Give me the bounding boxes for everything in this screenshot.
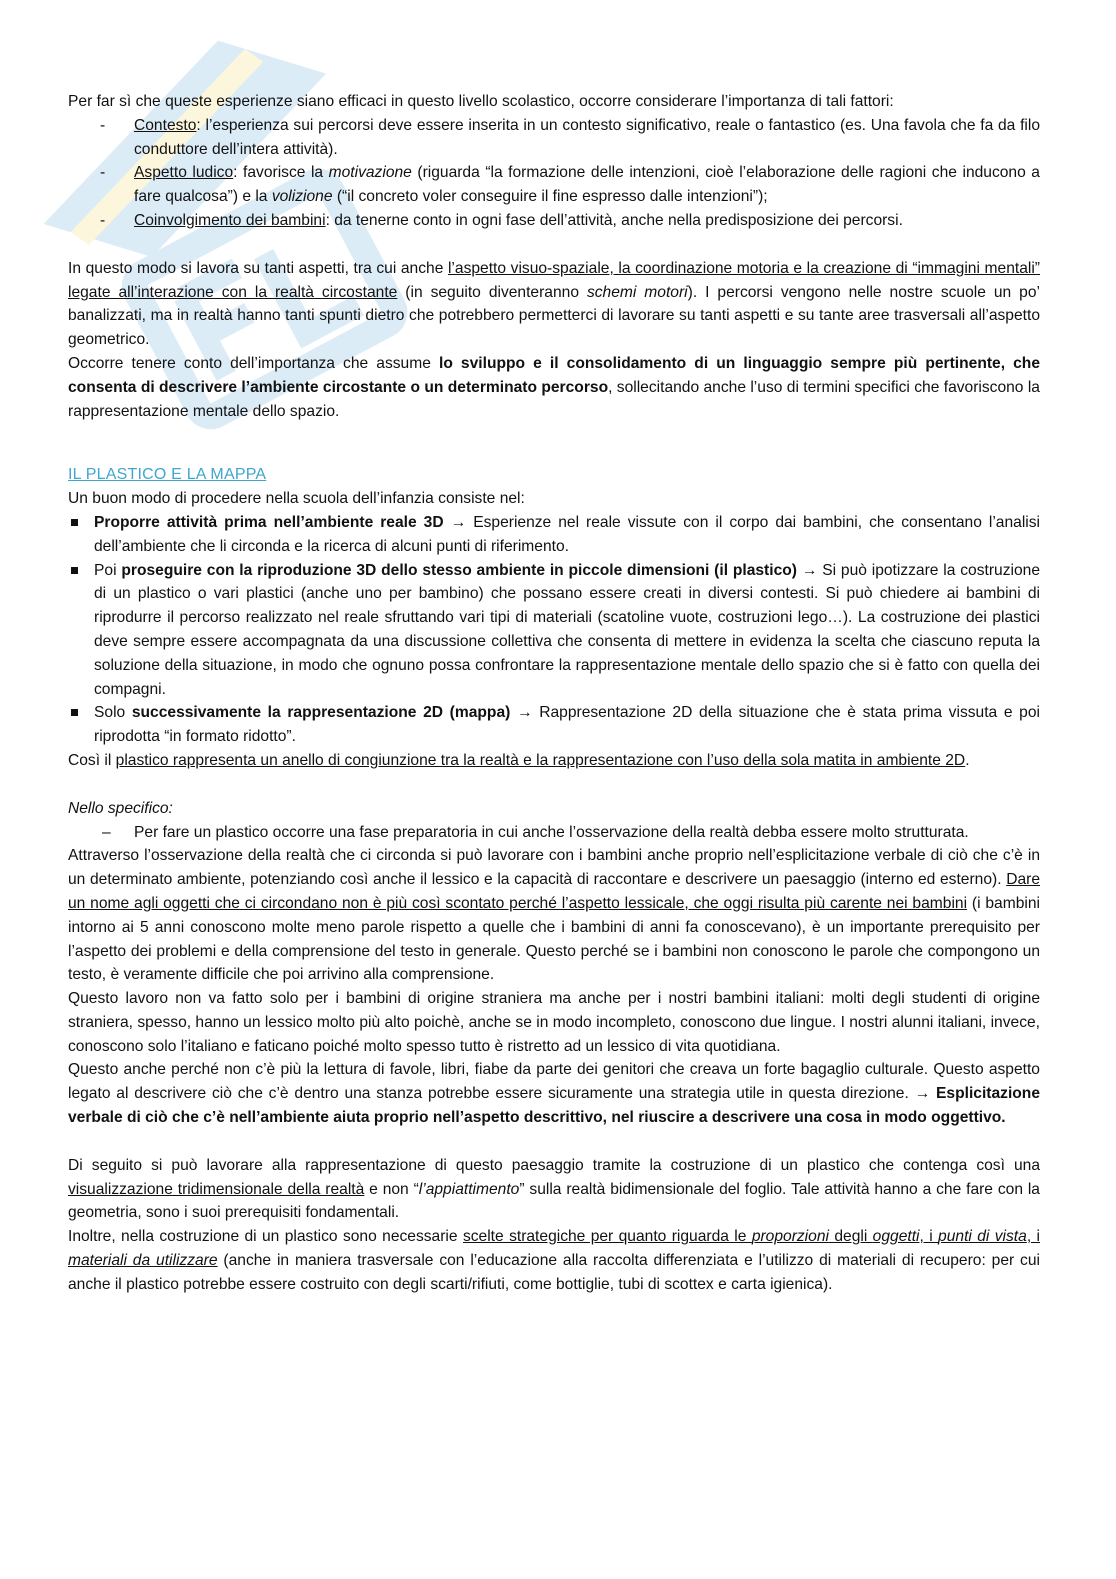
factor-term: Aspetto ludico <box>134 164 234 182</box>
list-item: - Aspetto ludico: favorisce la motivazione (riguarda “la formazione delle intenzioni, cioè l’elaborazione delle ragioni che inducono a fare qualcosa”) e la volizione (“il concreto voler conseguire il fine espresso dalle intenzioni”); <box>68 161 1040 209</box>
list-item: Poi proseguire con la riproduzione 3D dello stesso ambiente in piccole dimensioni (il plastico) → Si può ipotizzare la costruzione di un plastico o vari plastici (anche uno per bambino) che possano essere creati in diversi contesti. Si può chiedere ai bambini di riprodurre il percorso realizzato nel reale sfruttando vari tipi di materiali (scatoline vuote, costruzioni lego…). La costruzione dei plastici deve sempre essere accompagnata da una discussione collettiva che consenta di mettere in evidenza la scelta che ciascuno reputa la soluzione della situazione, in modo che ognuno possa confrontare la rappresentazione mentale dello spazio che si è fatto con quella dei compagni. <box>68 559 1040 702</box>
specific-heading: Nello specifico: <box>68 799 173 817</box>
paragraph-lettura: Questo anche perché non c’è più la lettura di favole, libri, fiabe da parte dei genitori che creava un forte bagaglio culturale. Questo aspetto legato al descrivere ciò che c’è dentro una stanza potrebbe essere sicuramente una strategia utile in questa direzione. → Esplicitazione verbale di ciò che c’è nell’ambiente aiuta proprio nell’aspetto descrittivo, nel riuscire a descrivere una cosa in modo oggettivo. <box>68 1061 1040 1127</box>
paragraph-language: Occorre tenere conto dell’importanza che assume lo sviluppo e il consolidamento di un linguaggio sempre più pertinente, che consenta di descrivere l’ambiente circostante o un determinato percorso, sollecitando anche l’uso di termini specifici che favoriscono la rappresentazione mentale dello spazio. <box>68 354 1041 420</box>
paragraph-observation: Attraverso l’osservazione della realtà che ci circonda si può lavorare con i bambini anche proprio nell’esplicitazione verbale di ciò che c’è in un determinato ambiente, potenziando così anche il lessico e la capacità di raccontare e descrivere un paesaggio (interno ed esterno). Dare un nome agli oggetti che ci circondano non è più così scontato perché l’aspetto lessicale, che oggi risulta più carente nei bambini (i bambini intorno ai 5 anni conoscono molte meno parole rispetto a quelle che i bambini di anni fa conoscevano), è un importante prerequisito per l’aspetto dei problemi e della comprensione del testo in generale. Questo perché se i bambini non conoscono le parole che compongono un testo, è veramente difficile che poi arrivino alla comprensione. <box>68 847 1040 984</box>
list-item: - Coinvolgimento dei bambini: da tenerne conto in ogni fase dell’attività, anche nella predisposizione dei percorsi. <box>68 209 1040 233</box>
factor-term: Contesto <box>134 116 197 134</box>
document-page <box>68 90 1040 1297</box>
section-heading: IL PLASTICO E LA MAPPA <box>68 466 267 484</box>
arrow-right-icon: → <box>796 561 823 579</box>
paragraph-plastico: Così il plastico rappresenta un anello di congiunzione tra la realtà e la rappresentazione con l’uso della sola matita in ambiente 2D. <box>68 751 970 769</box>
list-item: Proporre attività prima nell’ambiente reale 3D → Esperienze nel reale vissute con il corpo dai bambini, che consentano l’analisi dell’ambiente che li circonda e la ricerca di alcuni punti di riferimento. <box>68 511 1040 559</box>
arrow-right-icon: → <box>510 704 540 722</box>
paragraph-rappresentazione: Di seguito si può lavorare alla rappresentazione di questo paesaggio tramite la costruzione di un plastico che contenga così una visualizzazione tridimensionale della realtà e non “l’appiattimento” sulla realtà bidimensionale del foglio. Tale attività hanno a che fare con la geometria, sono i suoi prerequisiti fondamentali. <box>68 1156 1040 1222</box>
factors-list <box>68 114 1040 233</box>
paragraph-scelte: Inoltre, nella costruzione di un plastico sono necessarie scelte strategiche per quanto riguarda le proporzioni degli oggetti, i punti di vista, i materiali da utilizzare (anche in maniera trasversale con l’educazione alla raccolta differenziata e l’utilizzo di materiali di recupero: per cui anche il plastico potrebbe essere costruito con degli scarti/rifiuti, come bottiglie, tubi di scottex e carta igienica). <box>68 1228 1040 1293</box>
intro-paragraph: Per far sì che queste esperienze siano efficaci in questo livello scolastico, occorre considerare l’importanza di tali fattori: <box>68 93 894 110</box>
paragraph-lessico: Questo lavoro non va fatto solo per i bambini di origine straniera ma anche per i nostri bambini italiani: molti degli studenti di origine straniera, spesso, hanno un lessico molto più alto poichè, anche se in modo incompleto, conoscono due lingue. I nostri alunni italiani, invece, conoscono solo l’italiano e faticano poiché molto spesso tutto è ristretto ad un lessico di vita quotidiana. <box>68 990 1040 1055</box>
steps-list <box>68 511 1040 749</box>
paragraph-aspects: In questo modo si lavora su tanti aspetti, tra cui anche l’aspetto visuo-spaziale, la coordinazione motoria e la creazione di “immagini mentali” legate all’interazione con la realtà circostante (in seguito diventeranno schemi motori). I percorsi vengono nelle nostre scuole un po’ banalizzati, ma in realtà hanno tanti spunti dietro che potrebbero permetterci di lavorare su tanti aspetti e su tante aree trasversali all’aspetto geometrico. <box>68 259 1040 349</box>
list-item: Solo successivamente la rappresentazione 2D (mappa) → Rappresentazione 2D della situazione che è stata prima vissuta e poi riprodotta “in formato ridotto”. <box>68 701 1040 749</box>
list-item: - Contesto: l’esperienza sui percorsi deve essere inserita in un contesto significativo, reale o fantastico (es. Una favola che fa da filo conduttore dell’intera attività). <box>68 114 1040 162</box>
specific-list <box>68 821 1040 845</box>
section-lead: Un buon modo di procedere nella scuola dell’infanzia consiste nel: <box>68 490 525 508</box>
arrow-right-icon: → <box>443 513 474 531</box>
factor-term: Coinvolgimento dei bambini <box>134 211 326 229</box>
list-item: – Per fare un plastico occorre una fase preparatoria in cui anche l’osservazione della realtà debba essere molto strutturata. <box>68 821 1040 845</box>
